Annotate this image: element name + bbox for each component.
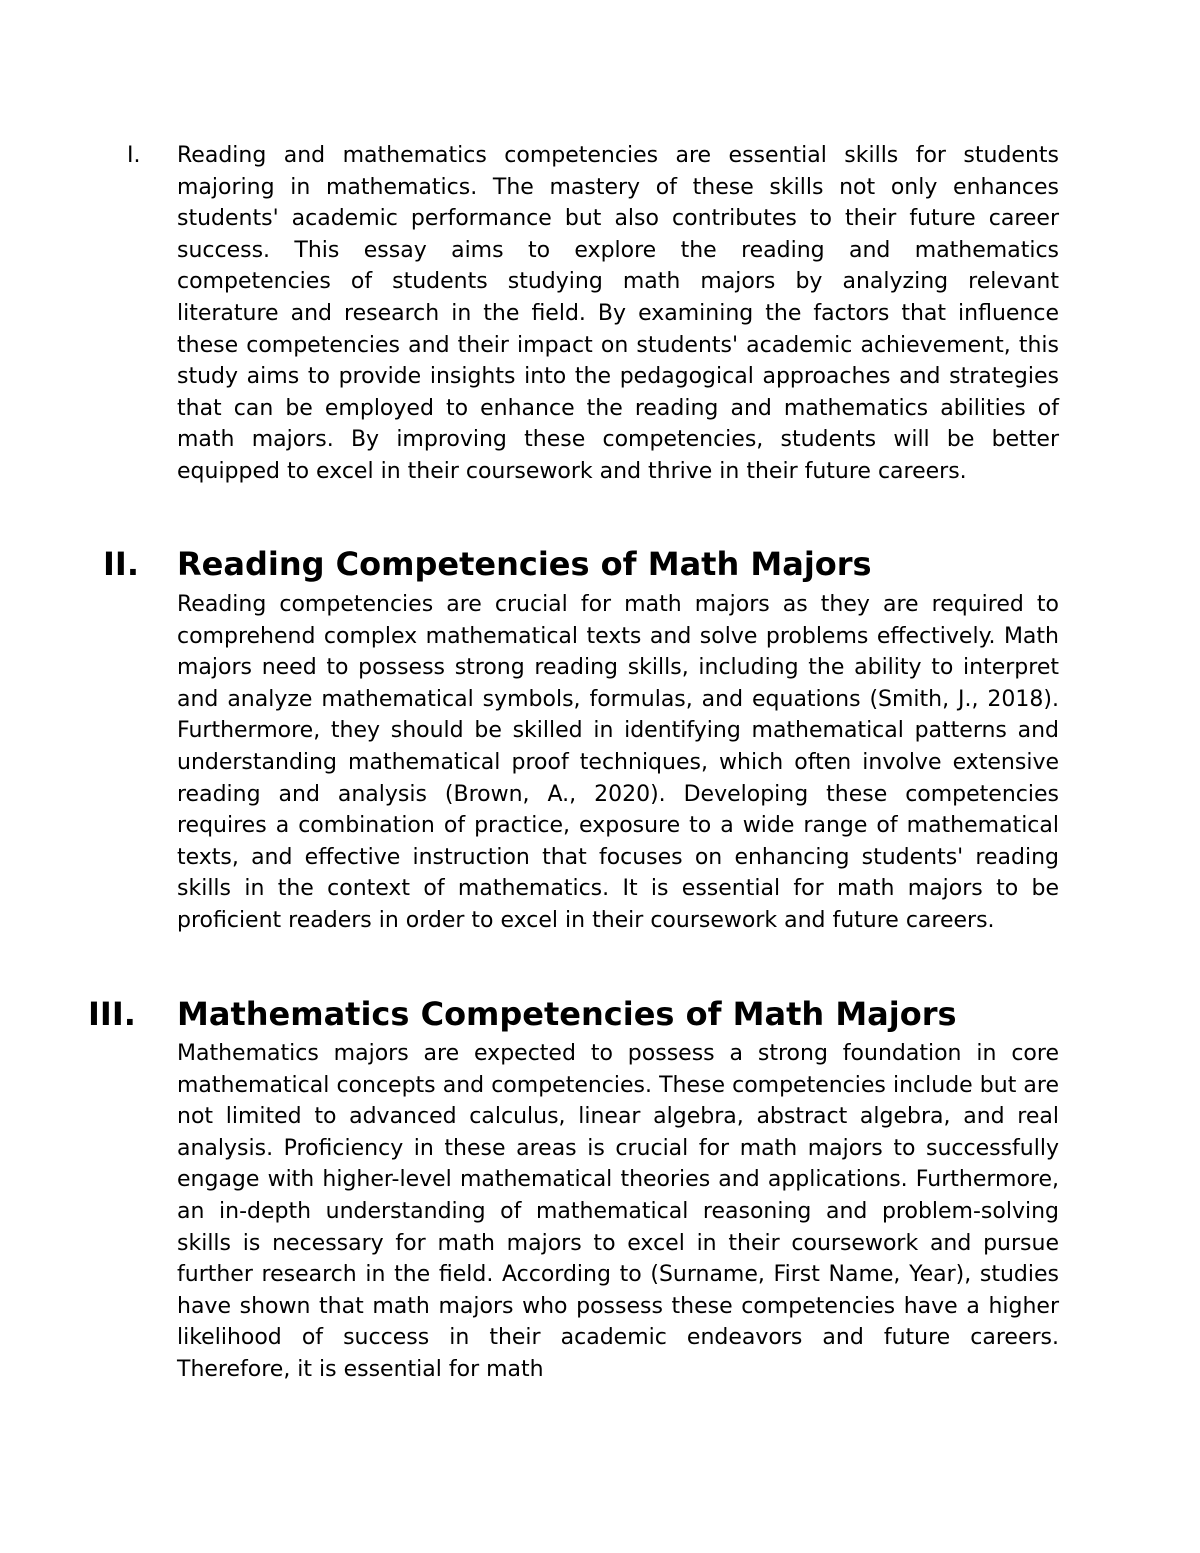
section-heading: Mathematics Competencies of Math Majors [177, 995, 957, 1033]
section-numeral: III. [88, 995, 136, 1033]
section-body: Reading competencies are crucial for math majors as they are required to comprehend complex mathematical texts and solve problems effectively. Math majors need to possess strong reading skills, including the ability to interpret and analyze mathematical symbols, formulas, and equations (Smith, J., 2018). Furthermore, they should be skilled in identifying mathematical patterns and understanding mathematical proof techniques, which often involve extensive reading and analysis (Brown, A., 2020). Developing these competencies requires a combination of practice, exposure to a wide range of mathematical texts, and effective instruction that focuses on enhancing students' reading skills in the context of mathematics. It is essential for math majors to be proficient readers in order to excel in their coursework and future careers. [177, 592, 1059, 933]
section-body: Mathematics majors are expected to possess a strong foundation in core mathematical concepts and competencies. These competencies include but are not limited to advanced calculus, linear algebra, abstract algebra, and real analysis. Proficiency in these areas is crucial for math majors to successfully engage with higher-level mathematical theories and applications. Furthermore, an in-depth understanding of mathematical reasoning and problem-solving skills is necessary for math majors to excel in their coursework and pursue further research in the field. According to (Surname, First Name, Year), studies have shown that math majors who possess these competencies have a higher likelihood of success in their academic endeavors and future careers. Therefore, it is essential for math [177, 1041, 1059, 1382]
section-heading: Reading Competencies of Math Majors [177, 545, 872, 583]
section-numeral: II. [103, 545, 139, 583]
section-body: Reading and mathematics competencies are essential skills for students majoring in mathematics. The mastery of these skills not only enhances students' academic performance but also contributes to their future career success. This essay aims to explore the reading and mathematics competencies of students studying math majors by analyzing relevant literature and research in the field. By examining the factors that influence these competencies and their impact on students' academic achievement, this study aims to provide insights into the pedagogical approaches and strategies that can be employed to enhance the reading and mathematics abilities of math majors. By improving these competencies, students will be better equipped to excel in their coursework and thrive in their future careers. [177, 143, 1059, 484]
section-numeral: I. [127, 143, 141, 168]
